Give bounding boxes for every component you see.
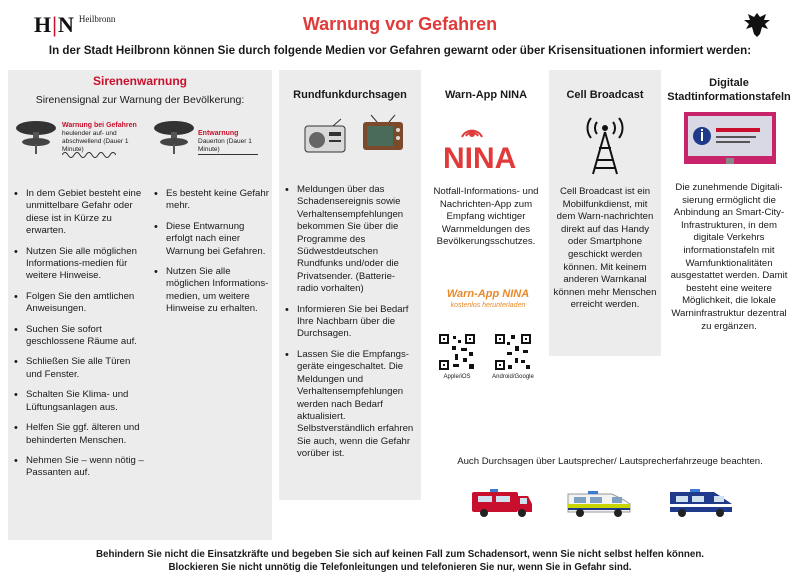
siren-warning-list — [14, 188, 148, 488]
siren-panel — [8, 70, 272, 540]
list-item: • Schalten Sie Klima- und Lüftungsanlagen aus. — [14, 389, 148, 414]
cell-broadcast-panel — [549, 70, 661, 356]
fire-truck-icon — [470, 484, 534, 518]
wave-signal-icon — [62, 150, 116, 160]
footer-line-1: Behindern Sie nicht die Einsatzkräfte und begeben Sie sich auf keinen Fall zum Schadensort, wenn Sie nicht selbst helfen können. — [95, 549, 705, 560]
nina-title: Warn-App NINA — [444, 89, 528, 101]
warning-signal-label: Warnung bei Gefahren heulender auf- und abschwellend (Dauer 1 Minute) — [62, 122, 137, 153]
list-item: • Nutzen Sie alle möglichen Informations-medien, um weitere Hinweise zu erhalten. — [154, 266, 270, 316]
nina-panel — [427, 70, 545, 380]
siren-all-clear-list — [154, 188, 270, 324]
cell-broadcast-description: Cell Broadcast ist ein Mobilfunkdienst, mit dem Warn-nachrichten direkt auf das Handy oder Smartphone geschickt werden können. Mit keinem anderen Warnkanal können mehr Menschen erreicht werden. — [553, 186, 657, 311]
steady-tone-line — [198, 154, 258, 155]
list-item: • In dem Gebiet besteht eine unmittelbare Gefahr oder diese ist in Kürze zu erwarten. — [14, 188, 148, 238]
digital-info-description: Die zunehmende Digitali-sierung ermöglicht die Anbindung an Smart-City-Infrastrukturen, in dem digitale Verkehrs informationstafeln mit Warnfunktionalitäten ausgestattet werden. Damit besteht eine weitere Möglichkeit, die lokale Warninfrastruktur dezentral zu ergänzen. — [670, 182, 788, 332]
list-item: • Helfen Sie ggf. älteren und behinderten Menschen. — [14, 422, 148, 447]
qr-label-ios: Apple/iOS — [443, 374, 471, 380]
list-item: • Diese Entwarnung erfolgt nach einer Warnung bei Gefahren. — [154, 221, 270, 258]
list-item: • Es besteht keine Gefahr mehr. — [154, 188, 270, 213]
info-display-board-icon — [682, 110, 778, 166]
radio-panel — [279, 70, 421, 500]
list-item: • Schließen Sie alle Türen und Fenster. — [14, 356, 148, 381]
nina-logo: NINA — [443, 142, 517, 175]
police-van-icon — [566, 484, 632, 518]
siren-icon — [14, 120, 58, 154]
radio-list — [285, 184, 415, 469]
list-item: • Lassen Sie die Empfangs-geräte eingeschaltet. Die Meldungen und Verhaltensempfehlungen werden nach Bedarf aktualisiert. Selbstverständlich erfahren Sie auch, wenn die Gefahr vorüber ist. — [285, 349, 415, 461]
loudspeaker-note: Auch Durchsagen über Lautsprecher/ Lautsprecherfahrzeuge beachten. — [457, 456, 763, 467]
list-item: • Folgen Sie den amtlichen Anweisungen. — [14, 291, 148, 316]
list-item: • Suchen Sie sofort geschlossene Räume auf. — [14, 324, 148, 349]
radio-icon — [303, 118, 347, 154]
list-item: • Meldungen über das Schadensereignis sowie Verhaltensempfehlungen bekommen Sie über die Programme des Südwestdeutschen Rundfunks und/oder die Privatsender. (Batterie-radio vorhalten) — [285, 184, 415, 296]
logo-mark: H|N — [34, 12, 75, 37]
footer-line-2: Blockieren Sie nicht unnötig die Telefonleitungen und telefonieren Sie nur, wenn Sie in Gefahr sind. — [168, 562, 632, 573]
nina-promo-subtitle: kostenlos herunterladen — [450, 302, 526, 309]
nina-description: Notfall-Informations- und Nachrichten-App zum Empfang wichtiger Warnmeldungen des Bevölkerungsschutzes. — [433, 186, 539, 248]
digital-info-panel — [666, 70, 792, 332]
qr-code-android[interactable] — [493, 332, 533, 372]
emergency-van-icon — [668, 484, 734, 518]
radio-title: Rundfunkdurchsagen — [293, 89, 407, 101]
siren-signals — [8, 116, 272, 176]
footer-notice — [0, 548, 800, 574]
nina-promo-title: Warn-App NINA — [446, 288, 530, 300]
signal-waves-icon — [457, 120, 487, 140]
page-title: Warnung vor Gefahren — [302, 14, 498, 34]
cell-broadcast-title: Cell Broadcast — [566, 89, 644, 101]
qr-label-android: Android/Google — [492, 374, 534, 380]
intro-text: In der Stadt Heilbronn können Sie durch folgende Medien vor Gefahren gewarnt oder über Krisensituationen informiert werden: — [48, 44, 752, 57]
cell-tower-icon — [577, 116, 633, 176]
list-item: • Nutzen Sie alle möglichen Informations-medien für weitere Hinweise. — [14, 246, 148, 283]
television-icon — [361, 114, 405, 154]
siren-icon — [152, 120, 196, 154]
logo-city-name: Heilbronn — [78, 14, 116, 24]
qr-code-ios[interactable] — [437, 332, 477, 372]
digital-info-title: Digitale Stadtinformationstafeln — [667, 77, 791, 103]
list-item: • Informieren Sie bei Bedarf Ihre Nachbarn über die Durchsagen. — [285, 304, 415, 341]
siren-title: Sirenenwarnung — [92, 74, 187, 88]
list-item: • Nehmen Sie – wenn nötig – Passanten auf. — [14, 455, 148, 480]
all-clear-signal-label: Entwarnung Dauerton (Dauer 1 Minute) — [198, 130, 252, 153]
siren-subtitle: Sirenensignal zur Warnung der Bevölkerung: — [35, 94, 245, 106]
